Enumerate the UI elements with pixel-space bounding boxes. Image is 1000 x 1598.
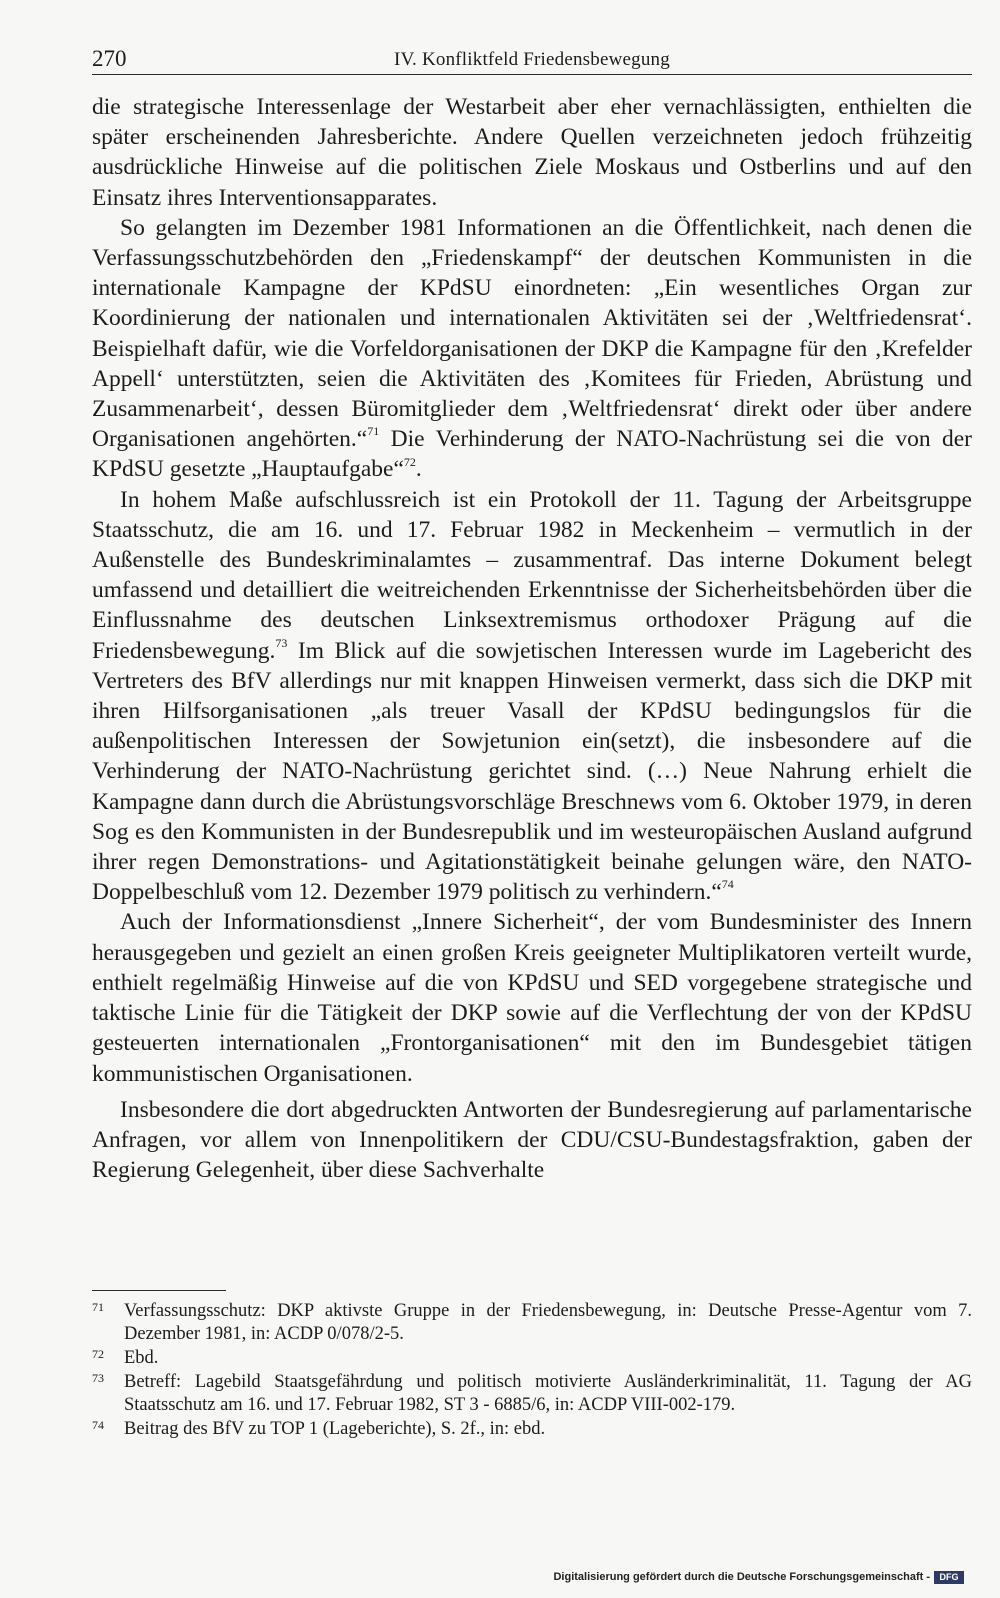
footnote-ref-74[interactable]: 74 bbox=[721, 877, 734, 892]
footnote-ref-73[interactable]: 73 bbox=[275, 635, 288, 650]
paragraph-2-text-a: So gelangten im Dezember 1981 Informationen an die Öffentlichkeit, nach denen die Verfassungsschutzbehörden den „Friedenskampf“ der deutschen Kommunisten in die internationale Kampagne der KPdSU einordneten: „Ein wesentliches Organ zur Koordinierung der nationalen und internationalen Aktivitäten sei der ‚Weltfriedensrat‘. Beispielhaft dafür, wie die Vorfeldorganisationen der DKP die Kampagne für den ‚Krefelder Appell‘ unterstützten, seien die Aktivitäten des ‚Komitees für Frieden, Abrüstung und Zusammenarbeit‘, dessen Büromitglieder dem ‚Weltfriedensrat‘ direkt oder über andere Organisationen angehörten.“ bbox=[92, 214, 972, 453]
footnote-73 bbox=[92, 1371, 972, 1417]
paragraph-2-text-b: Die Verhinderung der NATO-Nachrüstung sei die von der KPdSU gesetzte „Hauptaufgabe“ bbox=[92, 426, 972, 483]
paragraph-3-text-a: In hohem Maße aufschlussreich ist ein Protokoll der 11. Tagung der Arbeitsgruppe Staatsschutz, die am 16. und 17. Februar 1982 in Meckenheim – vermutlich in der Außenstelle des Bundeskriminalamtes – zusammentraf. Das interne Dokument belegt umfassend und detailliert die weitreichenden Erkenntnisse der Sicherheitsbehörden über die Einflussnahme des deutschen Linksextremismus orthodoxer Prägung auf die Friedensbewegung. bbox=[92, 486, 972, 664]
digitization-credit bbox=[553, 1568, 964, 1586]
footnote-text: Beitrag des BfV zu TOP 1 (Lageberichte), S. 2f., in: ebd. bbox=[124, 1419, 546, 1439]
footnote-text: Ebd. bbox=[124, 1348, 159, 1368]
dfg-logo: DFG bbox=[934, 1571, 964, 1584]
footnote-number: 74 bbox=[92, 1418, 104, 1432]
footnote-72 bbox=[92, 1347, 972, 1370]
paragraph-2 bbox=[92, 213, 972, 485]
footnote-74 bbox=[92, 1418, 972, 1441]
paragraph-1: die strategische Interessenlage der Westarbeit aber eher vernachlässigten, enthielten die später erscheinenden Jahresberichte. Andere Quellen verzeichneten jedoch frühzeitig ausdrückliche Hinweise auf die politischen Ziele Moskaus und Ostberlins und auf den Einsatz ihres Interventionsapparates. bbox=[92, 94, 972, 211]
credit-text: Digitalisierung gefördert durch die Deutsche Forschungsgemeinschaft - bbox=[553, 1571, 930, 1583]
footnote-ref-71[interactable]: 71 bbox=[367, 424, 380, 439]
body-text bbox=[92, 92, 972, 1185]
running-title: IV. Konfliktfeld Friedensbewegung bbox=[394, 49, 670, 70]
footnote-ref-72[interactable]: 72 bbox=[403, 454, 416, 469]
paragraph-2-text-c: . bbox=[415, 456, 422, 483]
footnote-text: Verfassungsschutz: DKP aktivste Gruppe in der Friedensbewegung, in: Deutsche Presse-Agentur vom 7. Dezember 1981, in: ACDP 0/078/2-5. bbox=[124, 1301, 972, 1344]
footnote-divider bbox=[92, 1290, 226, 1291]
paragraph-4: Auch der Informationsdienst „Innere Sicherheit“, der vom Bundesminister des Innern herausgegeben und gezielt an einen großen Kreis geeigneter Multiplikatoren verteilt wurde, enthielt regelmäßig Hinweise auf die von KPdSU und SED vorgegebene strategische und taktische Linie für die Tätigkeit der DKP sowie auf die Verflechtung der von der KPdSU gesteuerten internationalen „Frontorganisationen“ mit den im Bundesgebiet tätigen kommunistischen Organisationen. bbox=[92, 909, 972, 1087]
footnote-text: Betreff: Lagebild Staatsgefährdung und politisch motivierte Ausländerkriminalität, 11. Tagung der AG Staatsschutz am 16. und 17. Februar 1982, ST 3 - 6885/6, in: ACDP VIII-002-179. bbox=[124, 1372, 972, 1415]
footnote-number: 71 bbox=[92, 1300, 104, 1314]
paragraph-3-text-b: Im Blick auf die sowjetischen Interessen wurde im Lagebericht des Vertreters des BfV allerdings nur mit knappen Hinweisen vermerkt, dass sich die DKP mit ihren Hilfsorganisationen „als treuer Vasall der KPdSU bedingungslos für die außenpolitischen Interessen der Sowjetunion ein(setzt), die insbesondere auf die Verhinderung der NATO-Nachrüstung gerichtet sind. (…) Neue Nahrung erhielt die Kampagne dann durch die Abrüstungsvorschläge Breschnews vom 6. Oktober 1979, in deren Sog es den Kommunisten in der Bundesrepublik und im westeuropäischen Ausland aufgrund ihrer regen Demonstrations- und Agitationstätigkeit beinahe gelungen wäre, den NATO-Doppelbeschluß vom 12. Dezember 1979 politisch zu verhindern.“ bbox=[92, 637, 972, 906]
footnotes bbox=[92, 1300, 972, 1442]
footnote-number: 72 bbox=[92, 1347, 104, 1361]
footnote-71 bbox=[92, 1300, 972, 1346]
paragraph-3 bbox=[92, 485, 972, 908]
page-header bbox=[92, 44, 972, 75]
page-number: 270 bbox=[92, 46, 127, 71]
footnote-number: 73 bbox=[92, 1371, 104, 1385]
paragraph-5: Insbesondere die dort abgedruckten Antworten der Bundesregierung auf parlamentarische Anfragen, vor allem von Innenpolitikern der CDU/CSU-Bundestagsfraktion, gaben der Regierung Gelegenheit, über diese Sachverhalte bbox=[92, 1096, 972, 1184]
